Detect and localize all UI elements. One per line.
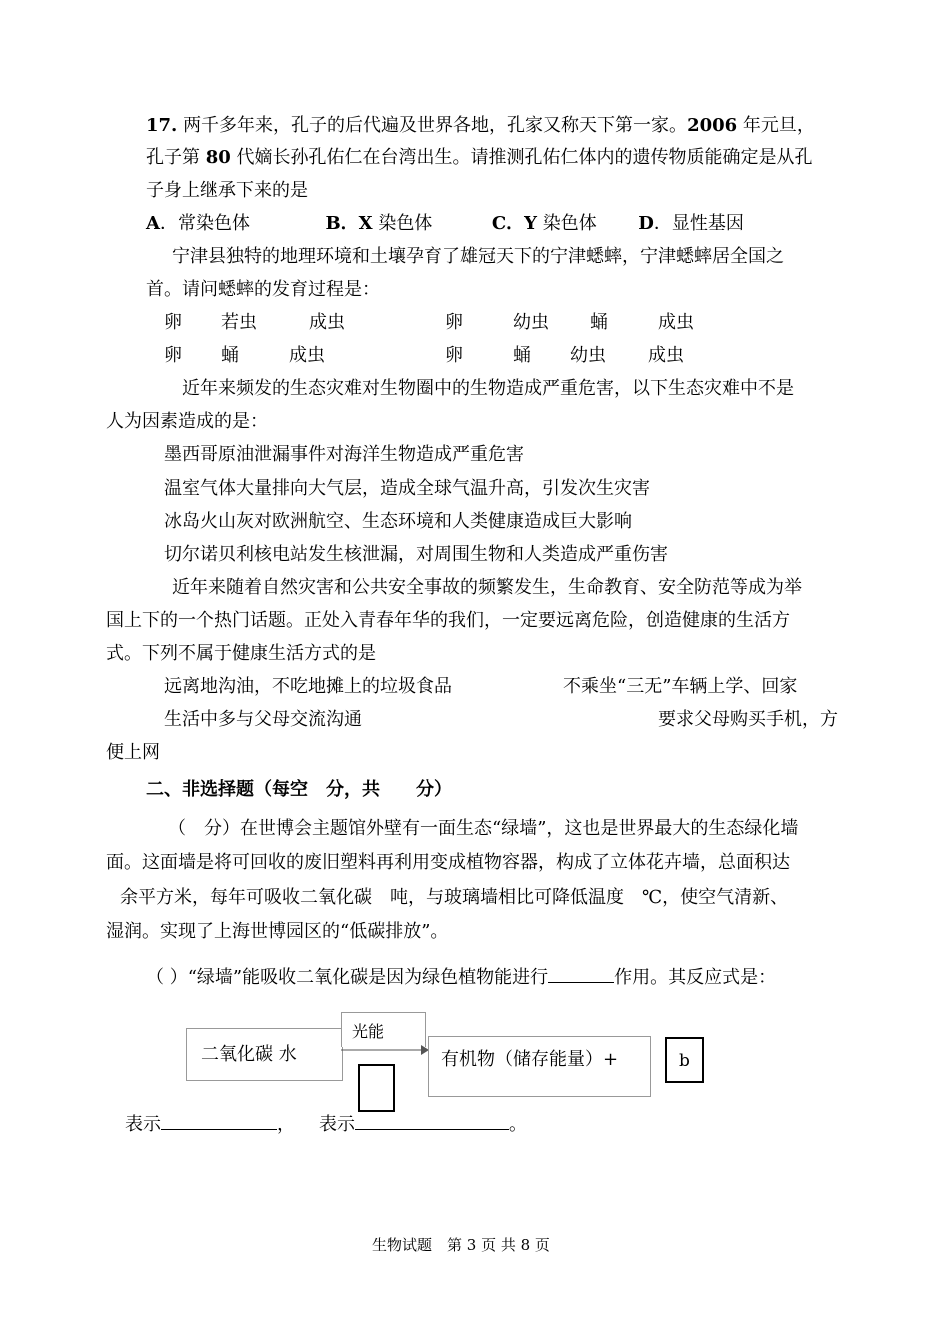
q18-option-b-1: 卵	[445, 312, 463, 333]
q18-option-a-2: 若虫	[221, 312, 257, 333]
q17-generation: 80	[205, 147, 231, 168]
q17-line3: 子身上继承下来的是	[146, 180, 308, 201]
rep1-label: 表示	[125, 1114, 161, 1135]
q19-line2: 人为因素造成的是：	[106, 411, 268, 432]
rep1-blank[interactable]	[161, 1111, 277, 1130]
q18-option-d-1: 卵	[445, 345, 463, 366]
q19-option-b: 温室气体大量排向大气层，造成全球气温升高，引发次生灾害	[164, 478, 650, 499]
q21-sub1-tail: 作用。其反应式是：	[614, 967, 777, 988]
rep-end: 。	[509, 1114, 527, 1135]
q18-line2: 首。请问蟋蟀的发育过程是：	[146, 279, 380, 300]
q17-line1-tail: 年元旦，	[737, 115, 815, 136]
q21-line1: （ 分）在世博会主题馆外壁有一面生态“绿墙”，这也是世界最大的生态绿化墙	[168, 818, 799, 839]
q21-representation	[125, 1111, 527, 1136]
q17-option-c: C．Y 染色体	[491, 213, 597, 234]
q20-option-d: 要求父母购买手机，方	[658, 709, 838, 730]
q18-option-c-1: 卵	[164, 345, 182, 366]
q17-line1	[146, 115, 815, 137]
q17-line1-text: 两千多年来，孔子的后代遍及世界各地，孔家又称天下第一家。	[183, 115, 688, 136]
rep2-label: 表示	[319, 1114, 355, 1135]
q18-option-c-3: 成虫	[289, 345, 325, 366]
q17-options	[146, 213, 744, 235]
q21-blank-process[interactable]	[548, 964, 614, 983]
rep-separator: ，	[277, 1114, 295, 1135]
rep2-blank[interactable]	[355, 1111, 509, 1130]
q20-line1: 近年来随着自然灾害和公共安全事故的频繁发生，生命教育、安全防范等成为举	[172, 577, 802, 598]
q19-option-c: 冰岛火山灰对欧洲航空、生态环境和人类健康造成巨大影响	[164, 511, 632, 532]
q17-option-a: A．常染色体	[146, 213, 250, 234]
q20-option-c: 生活中多与父母交流沟通	[164, 709, 362, 730]
q17-line2	[146, 147, 813, 169]
q20-option-b: 不乘坐“三无”车辆上学、回家	[563, 676, 798, 697]
q18-option-b-3: 蛹	[590, 312, 608, 333]
q18-option-a-1: 卵	[164, 312, 182, 333]
q20-line2: 国上下的一个热门话题。正处入青春年华的我们，一定要远离危险，创造健康的生活方	[106, 610, 790, 631]
q18-option-d-4: 成虫	[648, 345, 684, 366]
q19-option-d: 切尔诺贝利核电站发生核泄漏，对周围生物和人类造成严重伤害	[164, 544, 668, 565]
q19-line1: 近年来频发的生态灾难对生物圈中的生物造成严重危害，以下生态灾难中不是	[182, 378, 794, 399]
answer-box-a[interactable]	[358, 1064, 395, 1112]
q18-option-a-3: 成虫	[309, 312, 345, 333]
reactants-text: 二氧化碳 水	[201, 1044, 297, 1065]
q18-line1: 宁津县独特的地理环境和土壤孕育了雄冠天下的宁津蟋蟀，宁津蟋蟀居全国之	[172, 246, 784, 267]
q18-option-d-2: 蛹	[513, 345, 531, 366]
q17-year: 2006	[687, 115, 738, 136]
q20-option-d-cont: 便上网	[106, 742, 160, 763]
q17-option-b: B．X 染色体	[325, 213, 433, 234]
q18-option-b-2: 幼虫	[513, 312, 549, 333]
products-text: 有机物（储存能量）+	[441, 1049, 619, 1070]
q17-number: 17.	[146, 115, 178, 136]
q20-option-a: 远离地沟油，不吃地摊上的垃圾食品	[164, 676, 452, 697]
q19-option-a: 墨西哥原油泄漏事件对海洋生物造成严重危害	[164, 444, 524, 465]
q21-line3: 余平方米，每年可吸收二氧化碳 吨，与玻璃墙相比可降低温度 ℃，使空气清新、	[120, 887, 789, 908]
condition-text: 光能	[352, 1022, 385, 1041]
section2-heading: 二、非选择题（每空 分，共 分）	[146, 779, 452, 800]
answer-box-b-label: b	[679, 1051, 690, 1071]
page-footer: 生物试题 第 3 页 共 8 页	[372, 1236, 550, 1254]
q21-line2: 面。这面墙是将可回收的废旧塑料再利用变成植物容器，构成了立体花卉墙，总面积达	[106, 852, 790, 873]
q21-sub1-text: （ ）“绿墙”能吸收二氧化碳是因为绿色植物能进行	[146, 967, 549, 988]
q17-option-d: D．显性基因	[638, 213, 744, 234]
reaction-arrow-icon	[341, 1044, 429, 1056]
q17-line2-tail: 代嫡长孙孔佑仁在台湾出生。请推测孔佑仁体内的遗传物质能确定是从孔	[230, 147, 813, 168]
q21-sub1	[146, 964, 776, 989]
q18-option-b-4: 成虫	[658, 312, 694, 333]
q20-line3: 式。下列不属于健康生活方式的是	[106, 643, 376, 664]
q18-option-d-3: 幼虫	[570, 345, 606, 366]
q17-line2-head: 孔子第	[146, 147, 206, 168]
q21-line4: 湿润。实现了上海世博园区的“低碳排放”。	[106, 921, 449, 942]
q18-option-c-2: 蛹	[221, 345, 239, 366]
